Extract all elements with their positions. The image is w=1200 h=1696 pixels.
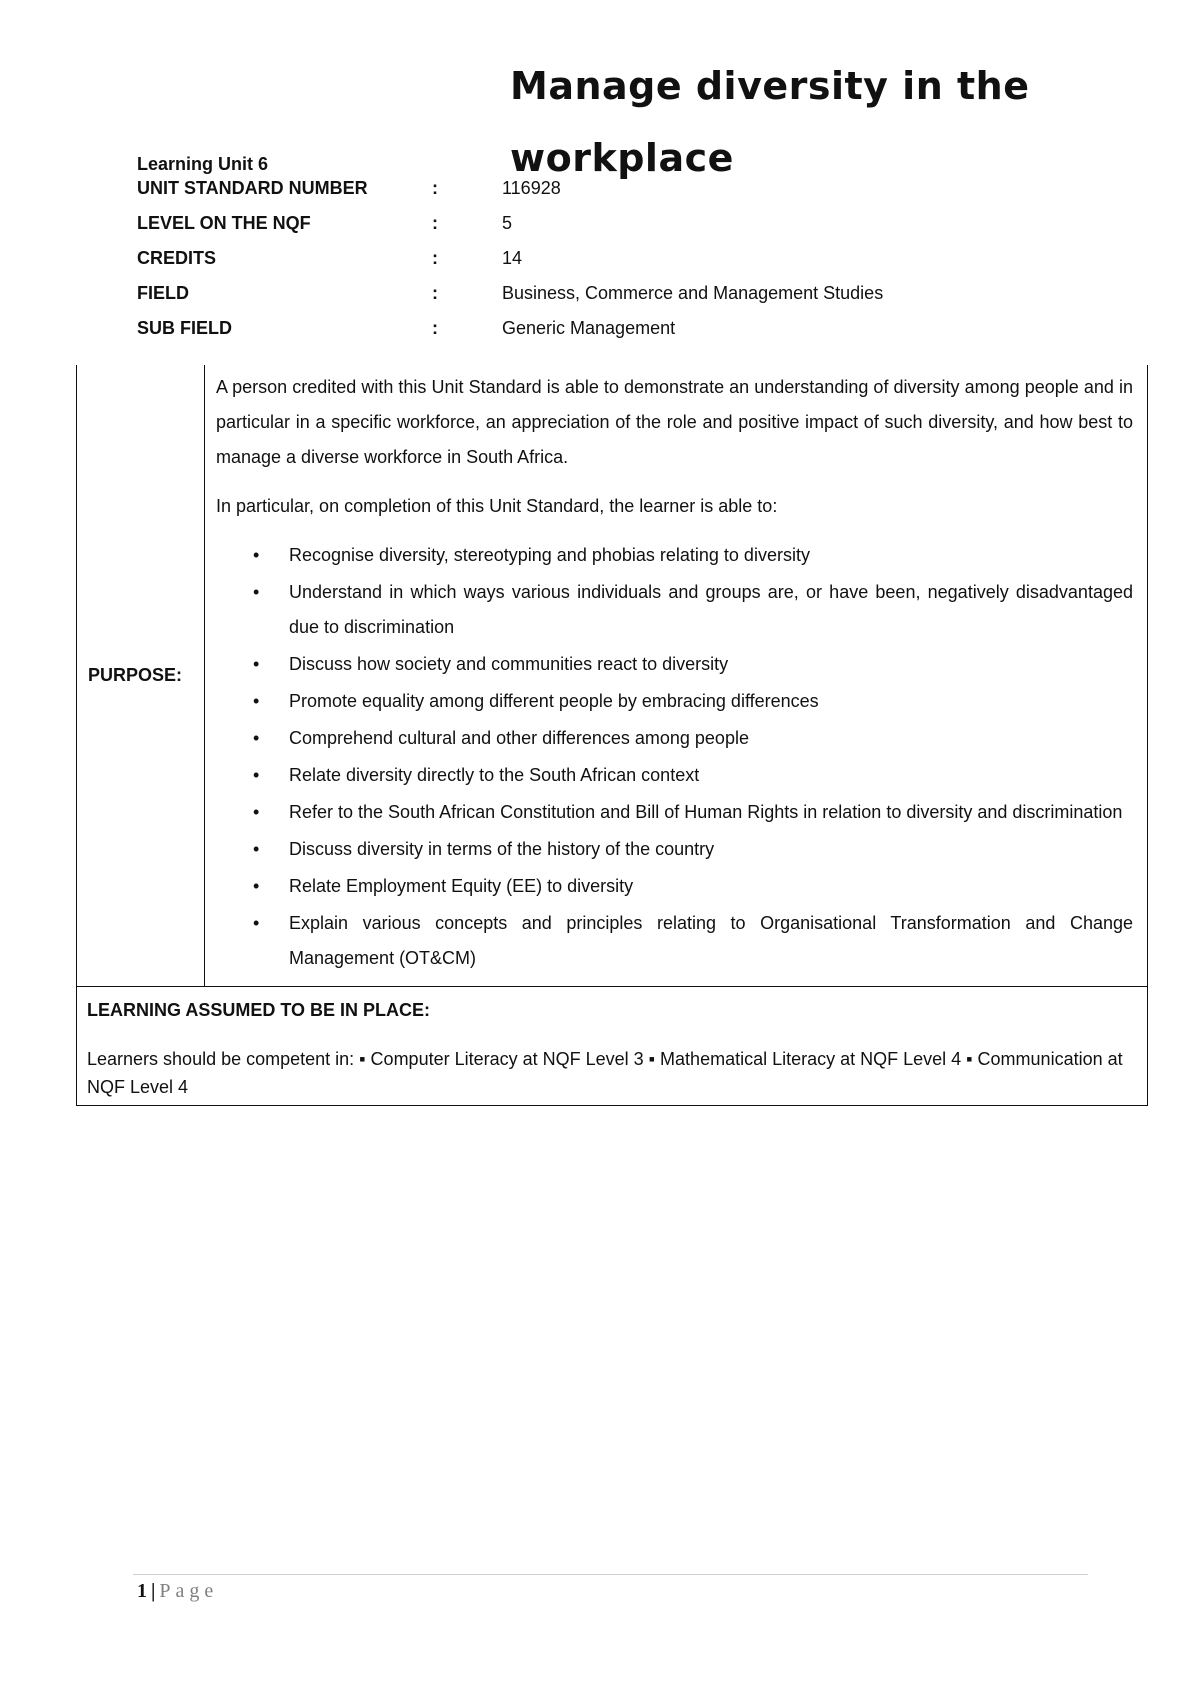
meta-value: Business, Commerce and Management Studies	[502, 283, 884, 303]
list-item	[216, 575, 1133, 645]
footer-divider	[133, 1574, 1088, 1575]
list-item	[216, 647, 1133, 682]
list-item-text: Recognise diversity, stereotyping and phobias relating to diversity	[289, 545, 810, 565]
meta-value: 116928	[502, 178, 561, 198]
bullet-icon: •	[253, 654, 260, 674]
page-word: Page	[159, 1580, 219, 1602]
assumed-learning-heading: LEARNING ASSUMED TO BE IN PLACE:	[87, 1000, 431, 1020]
list-item-text: Discuss how society and communities react to diversity	[289, 654, 729, 674]
bullet-icon: •	[253, 913, 260, 933]
list-item	[216, 758, 1133, 793]
meta-colon: :	[432, 213, 438, 233]
list-item	[216, 906, 1133, 976]
bullet-icon: •	[253, 691, 260, 711]
purpose-paragraph: A person credited with this Unit Standard is able to demonstrate an understanding of diversity among people and in particular in a specific workforce, an appreciation of the role and positive impact of such diversity, and how best to manage a diverse workforce in South Africa.	[216, 377, 1133, 467]
list-item-text: Discuss diversity in terms of the history of the country	[289, 839, 715, 859]
meta-value: 14	[502, 248, 523, 268]
assumed-learning-row	[77, 987, 1148, 1106]
bullet-icon: •	[253, 876, 260, 896]
list-item-text: Understand in which ways various individuals and groups are, or have been, negatively disadvantaged due to discrimination	[289, 582, 1133, 637]
list-item-text: Promote equality among different people by embracing differences	[289, 691, 819, 711]
unit-standard-table	[76, 365, 1148, 1106]
meta-key: SUB FIELD	[137, 318, 233, 338]
outcome-list	[216, 538, 1133, 976]
bullet-icon: •	[253, 839, 260, 859]
list-item-text: Relate diversity directly to the South African context	[289, 765, 700, 785]
meta-key: FIELD	[137, 283, 189, 303]
bullet-icon: •	[253, 802, 260, 822]
list-item	[216, 721, 1133, 756]
meta-colon: :	[432, 248, 438, 268]
bullet-icon: •	[253, 545, 260, 565]
purpose-row	[77, 365, 1148, 987]
purpose-label	[77, 365, 205, 987]
document-title-line-1: Manage diversity in the	[510, 64, 1030, 108]
page-footer	[137, 1580, 218, 1603]
footer-separator: |	[151, 1580, 156, 1602]
list-item-text: Refer to the South African Constitution and Bill of Human Rights in relation to diversity and discrimination	[289, 802, 1123, 822]
list-item	[216, 538, 1133, 573]
purpose-intro: In particular, on completion of this Unit Standard, the learner is able to:	[216, 496, 778, 516]
list-item	[216, 795, 1133, 830]
bullet-icon: •	[253, 582, 260, 602]
meta-value: Generic Management	[502, 318, 676, 338]
meta-key: LEVEL ON THE NQF	[137, 213, 311, 233]
bullet-icon: •	[253, 728, 260, 748]
meta-colon: :	[432, 283, 438, 303]
list-item	[216, 684, 1133, 719]
meta-key: CREDITS	[137, 248, 217, 268]
bullet-icon: •	[253, 765, 260, 785]
list-item-text: Relate Employment Equity (EE) to diversity	[289, 876, 634, 896]
assumed-learning-text: Learners should be competent in: ▪ Computer Literacy at NQF Level 3 ▪ Mathematical Literacy at NQF Level 4 ▪ Communication at NQF Level 4	[87, 1049, 1123, 1097]
meta-value: 5	[502, 213, 513, 233]
meta-colon: :	[432, 178, 438, 198]
meta-colon: :	[432, 318, 438, 338]
list-item	[216, 869, 1133, 904]
learning-unit-label: Learning Unit 6	[137, 154, 269, 174]
document-title-line-2: workplace	[510, 136, 734, 180]
purpose-label-text: PURPOSE:	[88, 665, 183, 685]
list-item-text: Comprehend cultural and other differences among people	[289, 728, 749, 748]
purpose-body	[205, 365, 1148, 987]
assumed-learning-cell	[77, 987, 1148, 1106]
page-number: 1	[137, 1580, 147, 1602]
list-item-text: Explain various concepts and principles relating to Organisational Transformation and Change Management (OT&CM)	[289, 913, 1133, 968]
list-item	[216, 832, 1133, 867]
meta-key: UNIT STANDARD NUMBER	[137, 178, 368, 198]
